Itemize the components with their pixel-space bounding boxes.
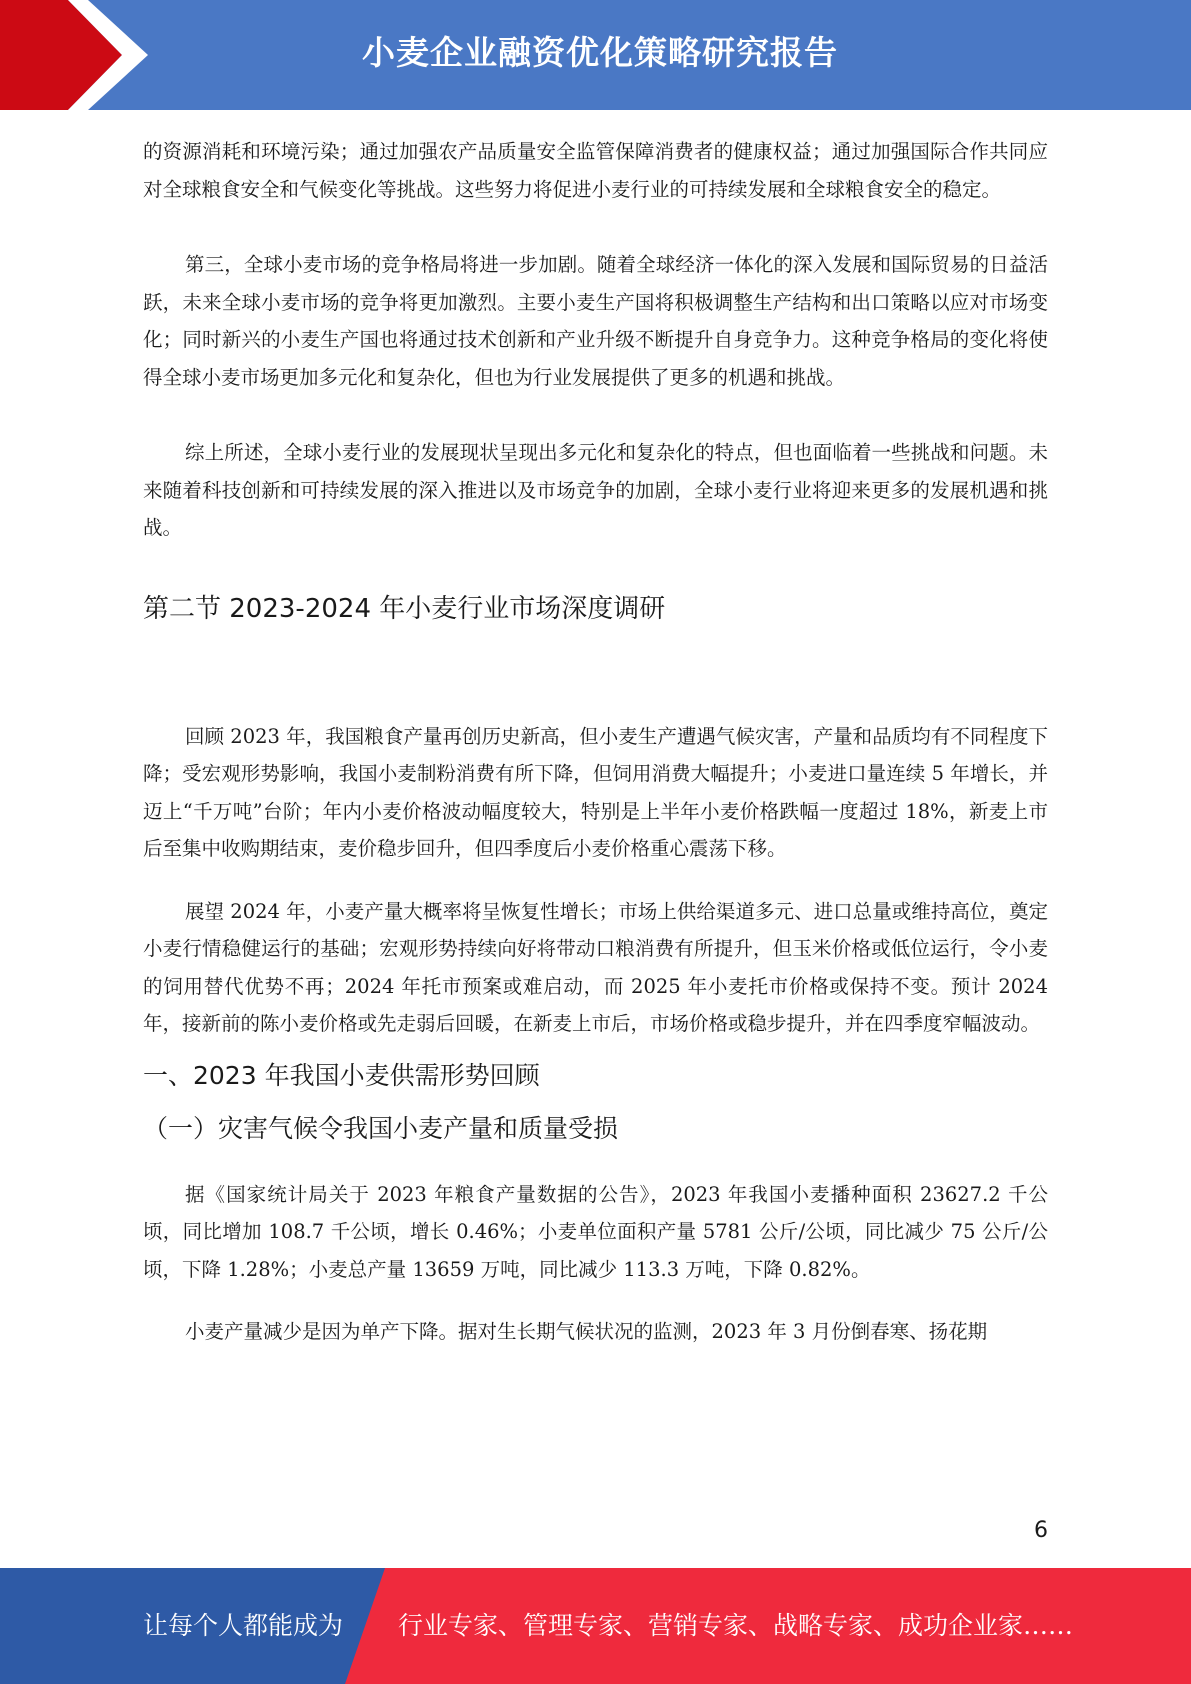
section-heading: 第二节 2023-2024 年小麦行业市场深度调研: [143, 593, 666, 624]
paragraph-review-2023: 回顾 2023 年，我国粮食产量再创历史新高，但小麦生产遭遇气候灾害，产量和品质均有不同程度下降；受宏观形势影响，我国小麦制粉消费有所下降，但饲用消费大幅提升；小麦进口量连续 5 年增长，并迈上“千万吨”台阶；年内小麦价格波动幅度较大，特别是上半年小麦价格跌幅一度超过 18%，新麦上市后至集中收购期结束，麦价稳步回升，但四季度后小麦价格重心震荡下移。: [143, 724, 1048, 860]
paragraph-outlook-2024: 展望 2024 年，小麦产量大概率将呈恢复性增长；市场上供给渠道多元、进口总量或维持高位，奠定小麦行情稳健运行的基础；宏观形势持续向好将带动口粮消费有所提升，但玉米价格或低位运行，令小麦的饲用替代优势不再；2024 年托市预案或难启动，而 2025 年小麦托市价格或保持不变。预计 2024 年，接新前的陈小麦价格或先走弱后回暖，在新麦上市后，市场价格或稳步提升，并在四季度窄幅波动。: [143, 899, 1048, 1035]
paragraph-summary: 综上所述，全球小麦行业的发展现状呈现出多元化和复杂化的特点，但也面临着一些挑战和问题。未来随着科技创新和可持续发展的深入推进以及市场竞争的加剧，全球小麦行业将迎来更多的发展机遇和挑战。: [143, 441, 1048, 539]
subsubsection-heading: （一）灾害气候令我国小麦产量和质量受损: [143, 1113, 619, 1143]
page-footer: [0, 1568, 1191, 1684]
page-content: [143, 133, 1048, 1351]
paragraph-competition: 第三，全球小麦市场的竞争格局将进一步加剧。随着全球经济一体化的深入发展和国际贸易的日益活跃，未来全球小麦市场的竞争将更加激烈。主要小麦生产国将积极调整生产结构和出口策略以应对市场变化；同时新兴的小麦生产国也将通过技术创新和产业升级不断提升自身竞争力。这种竞争格局的变化将使得全球小麦市场更加多元化和复杂化，但也为行业发展提供了更多的机遇和挑战。: [143, 253, 1048, 389]
footer-slogan-right: 行业专家、管理专家、营销专家、战略专家、成功企业家……: [398, 1611, 1074, 1640]
page-number: 6: [1034, 1518, 1048, 1543]
header-arrow-decoration: [0, 0, 160, 110]
paragraph-continuation: 的资源消耗和环境污染；通过加强农产品质量安全监管保障消费者的健康权益；通过加强国际合作共同应对全球粮食安全和气候变化等挑战。这些努力将促进小麦行业的可持续发展和全球粮食安全的稳定。: [143, 140, 1048, 201]
paragraph-yield-decline: 小麦产量减少是因为单产下降。据对生长期气候状况的监测，2023 年 3 月份倒春寒、扬花期: [185, 1320, 988, 1343]
page-header: [0, 0, 1191, 110]
footer-slogan-left: 让每个人都能成为: [143, 1611, 344, 1640]
paragraph-statistics: 据《国家统计局关于 2023 年粮食产量数据的公告》，2023 年我国小麦播种面积 23627.2 千公顷，同比增加 108.7 千公顷，增长 0.46%；小麦单位面积产量 5781 公斤/公顷，同比减少 75 公斤/公顷，下降 1.28%；小麦总产量 13659 万吨，同比减少 113.3 万吨，下降 0.82%。: [143, 1182, 1048, 1281]
report-title: 小麦企业融资优化策略研究报告: [362, 33, 838, 72]
subsection-heading: 一、2023 年我国小麦供需形势回顾: [143, 1060, 540, 1090]
